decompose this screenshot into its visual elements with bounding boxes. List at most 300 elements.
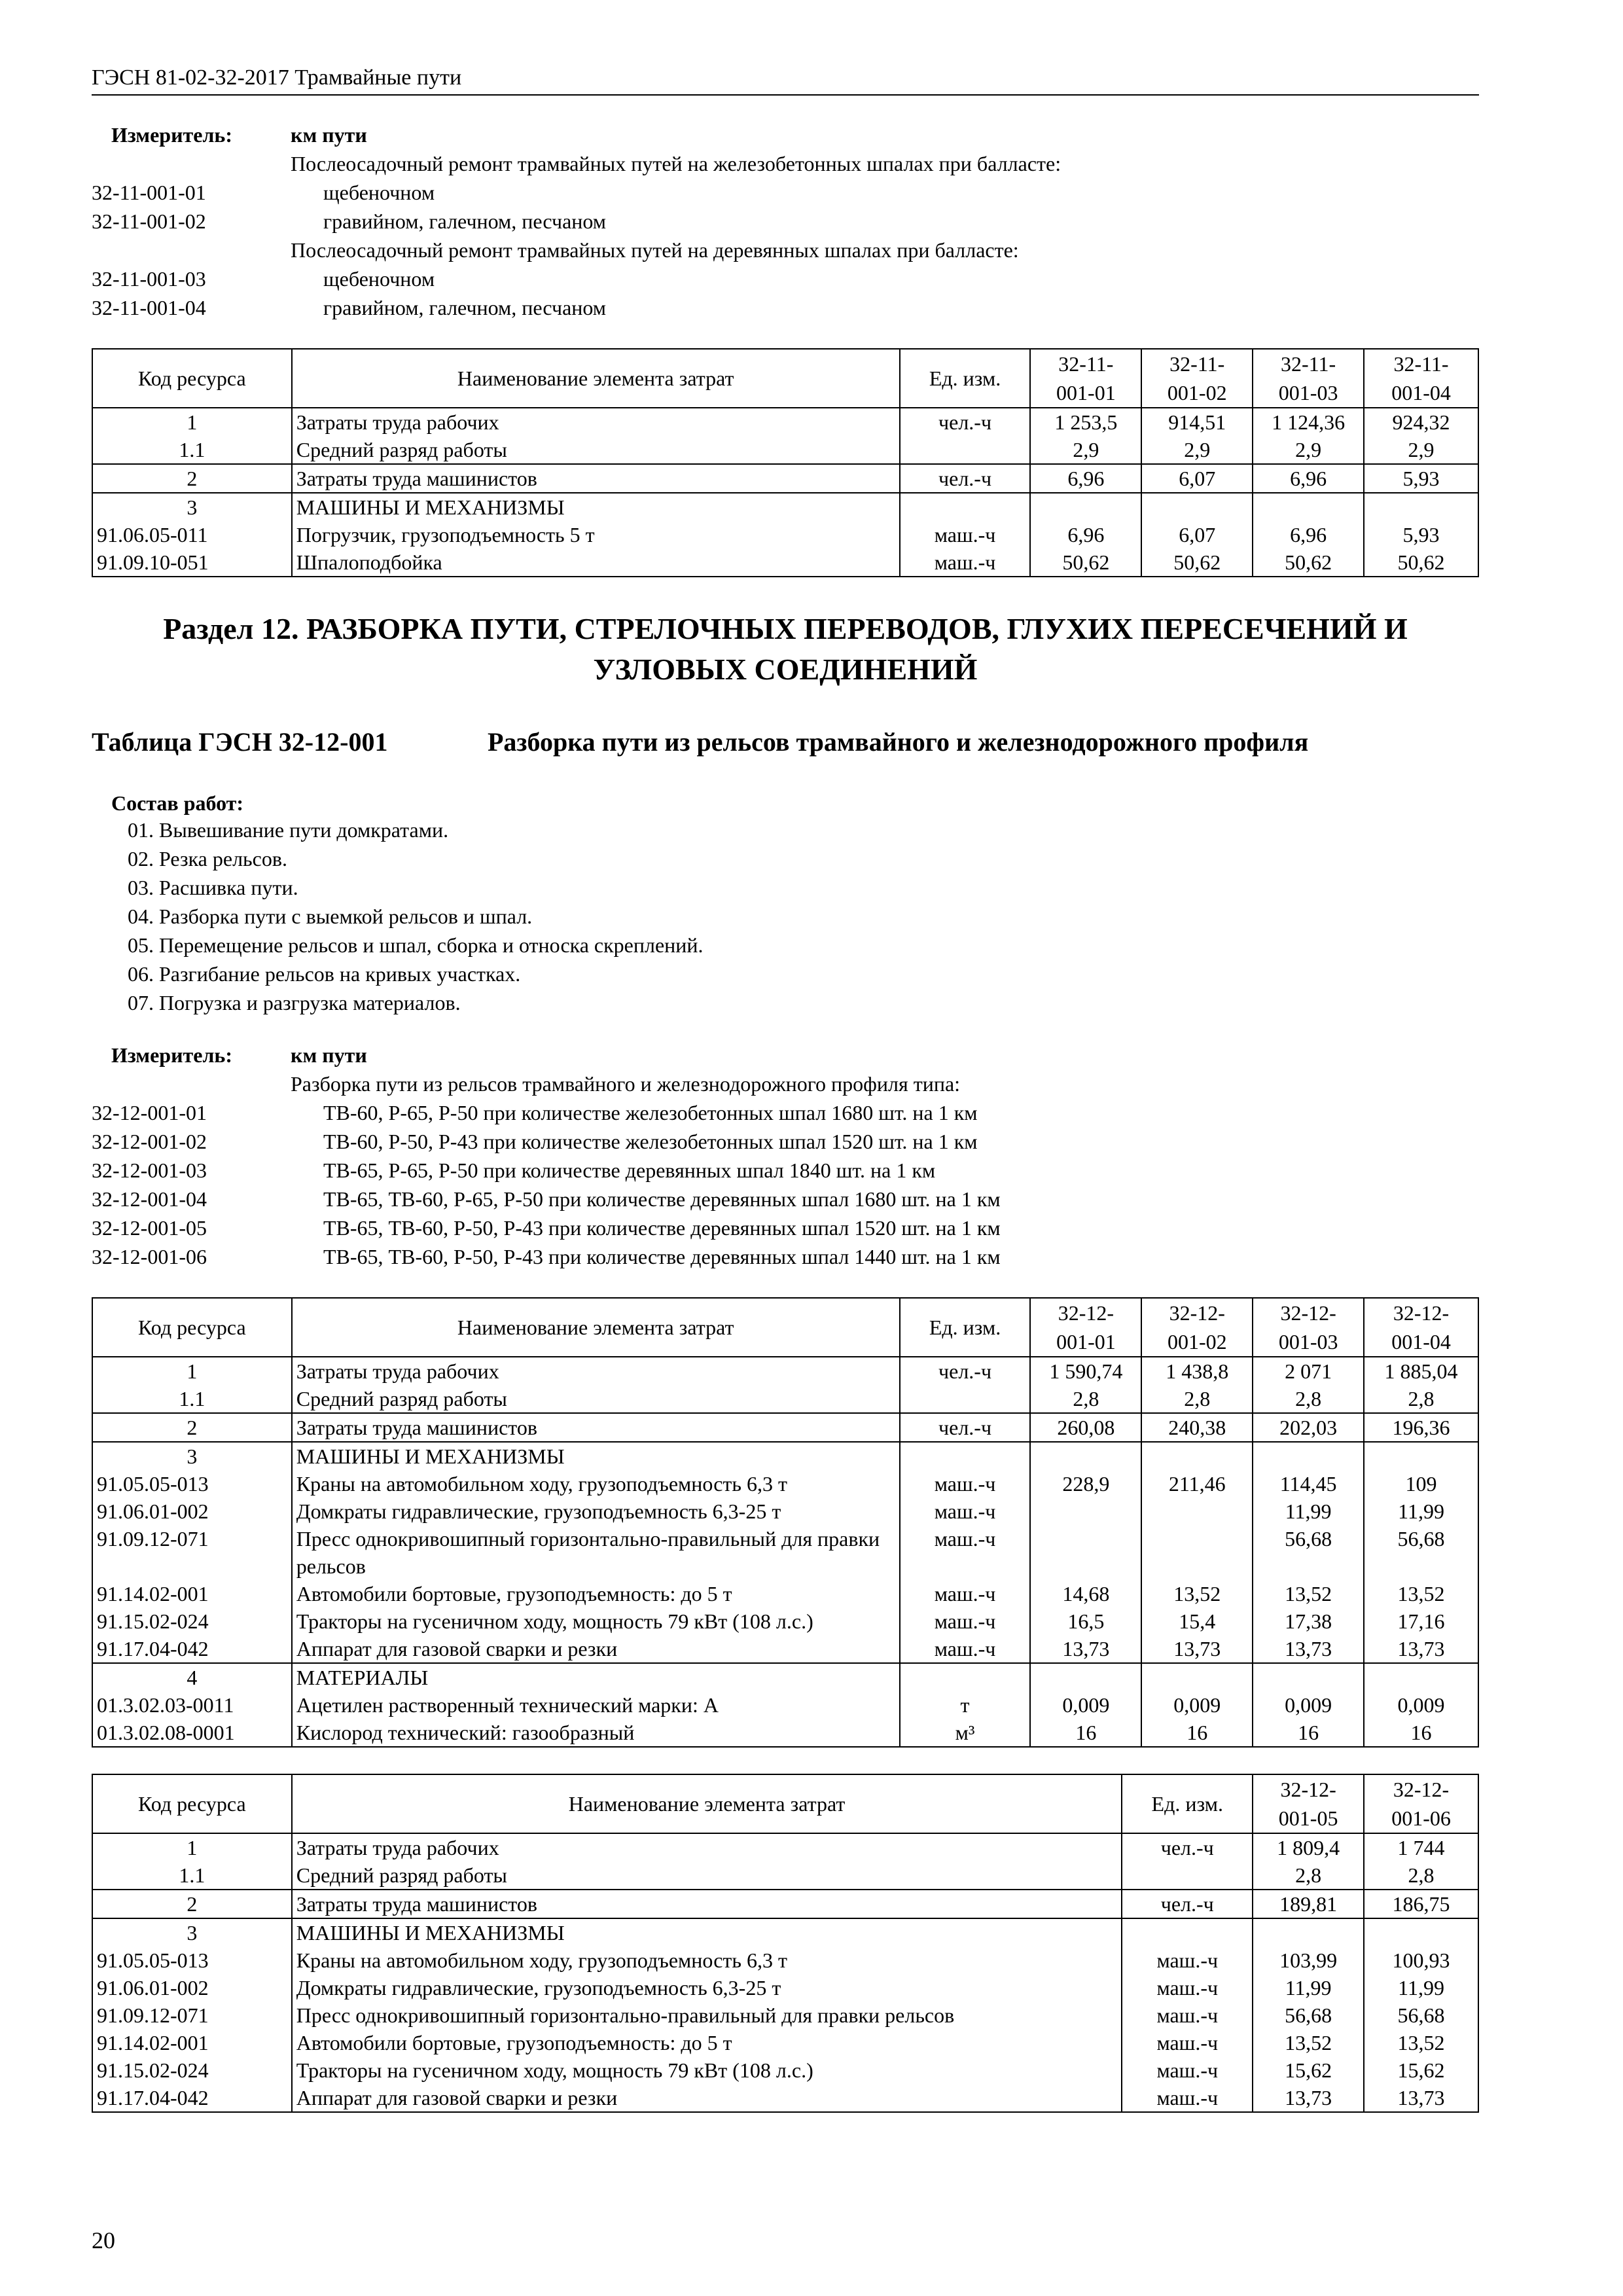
table-cell: 91.06.01-002 (92, 1974, 292, 2001)
meter-code: 32-11-001-02 (92, 209, 206, 233)
table-cell: МАШИНЫ И МЕХАНИЗМЫ (292, 1442, 900, 1470)
table-cell: 16,5 (1030, 1607, 1141, 1635)
table-cell: МАШИНЫ И МЕХАНИЗМЫ (292, 1918, 1122, 1946)
running-header: ГЭСН 81-02-32-2017 Трамвайные пути (92, 65, 1479, 96)
table-cell: 13,73 (1364, 1635, 1478, 1663)
meter-row (92, 1127, 1479, 1156)
table-cell: 15,62 (1253, 2056, 1364, 2084)
meter-row (92, 236, 1479, 264)
table-cell: 189,81 (1253, 1890, 1364, 1918)
meter-code: 32-12-001-02 (92, 1130, 207, 1153)
table-cell: 196,36 (1364, 1413, 1478, 1442)
table-cell: 6,96 (1253, 521, 1364, 548)
table-cell: 1 885,04 (1364, 1357, 1478, 1385)
table-cell: 6,96 (1253, 464, 1364, 493)
meter-code: 32-11-001-04 (92, 296, 206, 319)
meter-text: гравийном, галечном, песчаном (323, 209, 607, 233)
table-cell (1253, 1442, 1364, 1470)
meter-code (92, 1069, 291, 1098)
table-row (92, 2056, 1478, 2084)
table-cell: Затраты труда машинистов (292, 1890, 1122, 1918)
table-cell: Кислород технический: газообразный (292, 1719, 900, 1747)
column-header: Код ресурса (92, 1774, 292, 1833)
table-row (92, 1918, 1478, 1946)
table-cell: 1.1 (92, 436, 292, 464)
table-cell: 13,73 (1364, 2084, 1478, 2112)
meter-row (92, 207, 1479, 236)
work-item: 05. Перемещение рельсов и шпал, сборка и относка скреплений. (128, 933, 704, 957)
meter-label: Измеритель: (111, 123, 232, 147)
table-cell: маш.-ч (900, 1607, 1031, 1635)
table-cell: 1 (92, 1833, 292, 1861)
table-cell: 16 (1364, 1719, 1478, 1747)
table-row (92, 1357, 1478, 1385)
table-cell (1253, 493, 1364, 521)
table-cell: 1 (92, 1357, 292, 1385)
meter-row (92, 264, 1479, 293)
meter-code: 32-12-001-05 (92, 1216, 207, 1240)
table-cell: маш.-ч (900, 1470, 1031, 1498)
table-row (92, 1385, 1478, 1413)
table-cell: 4 (92, 1663, 292, 1691)
row-group (92, 1663, 1478, 1747)
table-cell: маш.-ч (900, 1580, 1031, 1607)
table-cell: 16 (1253, 1719, 1364, 1747)
table-cell: Пресс однокривошипный горизонтально-правильный для правки рельсов (292, 1525, 900, 1580)
meter-text: щебеночном (323, 181, 435, 204)
table-cell: 91.09.10-051 (92, 548, 292, 577)
table-row (92, 464, 1478, 493)
table-cell: 13,73 (1253, 2084, 1364, 2112)
table-cell: 11,99 (1253, 1498, 1364, 1525)
meter-code: 32-12-001-06 (92, 1245, 207, 1268)
column-header: 32-11- 001-04 (1364, 349, 1478, 408)
meter-row (92, 293, 1479, 322)
table-cell: Погрузчик, грузоподъемность 5 т (292, 521, 900, 548)
column-header: 32-12- 001-01 (1030, 1298, 1141, 1357)
table-cell (1364, 1663, 1478, 1691)
table-row (92, 1833, 1478, 1861)
table-cell: 3 (92, 493, 292, 521)
table-cell (900, 1385, 1031, 1413)
table-row (92, 1580, 1478, 1607)
table-cell: 13,73 (1141, 1635, 1253, 1663)
table-row (92, 548, 1478, 577)
table-cell: 2,8 (1141, 1385, 1253, 1413)
table-cell (1364, 1918, 1478, 1946)
table-cell: 114,45 (1253, 1470, 1364, 1498)
meter-row (92, 1156, 1479, 1185)
row-group (92, 1918, 1478, 2112)
meter-row (92, 1213, 1479, 1242)
table-cell: чел.-ч (900, 464, 1031, 493)
page-number: 20 (92, 2227, 115, 2253)
resource-table-2 (92, 1297, 1479, 1748)
table-cell: Затраты труда рабочих (292, 1357, 900, 1385)
table-cell: 1.1 (92, 1861, 292, 1890)
header-row (92, 1774, 1478, 1833)
meter-row (92, 1185, 1479, 1213)
table-cell: 16 (1030, 1719, 1141, 1747)
table-cell: 11,99 (1364, 1498, 1478, 1525)
column-header: Ед. изм. (900, 1298, 1031, 1357)
table-row (92, 1974, 1478, 2001)
table-cell: 228,9 (1030, 1470, 1141, 1498)
table-cell: 91.06.01-002 (92, 1498, 292, 1525)
table-cell: 6,96 (1030, 464, 1141, 493)
table-cell: 5,93 (1364, 521, 1478, 548)
table-cell: 91.17.04-042 (92, 2084, 292, 2112)
meter-row (92, 1242, 1479, 1271)
meter-row (92, 1069, 1479, 1098)
table-cell: Автомобили бортовые, грузоподъемность: до 5 т (292, 1580, 900, 1607)
table-cell: 56,68 (1364, 1525, 1478, 1580)
table-row (92, 2001, 1478, 2029)
row-group (92, 1890, 1478, 1918)
table-cell: 6,07 (1141, 521, 1253, 548)
table-cell: 202,03 (1253, 1413, 1364, 1442)
table-cell: 13,52 (1364, 1580, 1478, 1607)
meter-text: ТВ-65, ТВ-60, Р-50, Р-43 при количестве деревянных шпал 1440 шт. на 1 км (323, 1245, 1001, 1268)
table-cell: Краны на автомобильном ходу, грузоподъемность 6,3 т (292, 1470, 900, 1498)
table-row (92, 1635, 1478, 1663)
row-group (92, 1413, 1478, 1442)
header-row (92, 1298, 1478, 1357)
table-cell: чел.-ч (900, 1413, 1031, 1442)
table-cell: 01.3.02.08-0001 (92, 1719, 292, 1747)
table-cell: 2 (92, 1413, 292, 1442)
table-cell: 0,009 (1253, 1691, 1364, 1719)
resource-table-1 (92, 348, 1479, 577)
table-cell: 91.14.02-001 (92, 2029, 292, 2056)
meter-text: Послеосадочный ремонт трамвайных путей на железобетонных шпалах при балласте: (291, 152, 1061, 175)
table-row (92, 1861, 1478, 1890)
meter-header-row (92, 120, 1479, 149)
table-cell: 2,9 (1030, 436, 1141, 464)
table-cell: Домкраты гидравлические, грузоподъемность 6,3-25 т (292, 1498, 900, 1525)
table-cell: 0,009 (1030, 1691, 1141, 1719)
table-cell (1141, 1442, 1253, 1470)
column-header: 32-12- 001-06 (1364, 1774, 1478, 1833)
table-cell: 91.06.05-011 (92, 521, 292, 548)
work-composition-list (92, 816, 1479, 1017)
table-cell: 186,75 (1364, 1890, 1478, 1918)
table-cell: 1 744 (1364, 1833, 1478, 1861)
meter-text: ТВ-65, Р-65, Р-50 при количестве деревянных шпал 1840 шт. на 1 км (323, 1158, 936, 1182)
table-row (92, 1413, 1478, 1442)
table-cell (1141, 1498, 1253, 1525)
row-group (92, 1442, 1478, 1663)
table-cell: 50,62 (1253, 548, 1364, 577)
table-cell: 15,62 (1364, 2056, 1478, 2084)
table-cell: 16 (1141, 1719, 1253, 1747)
table-cell: Шпалоподбойка (292, 548, 900, 577)
row-group (92, 1833, 1478, 1890)
table-cell: 13,52 (1364, 2029, 1478, 2056)
table-cell: Средний разряд работы (292, 1385, 900, 1413)
column-header: 32-11- 001-02 (1141, 349, 1253, 408)
meter-code: 32-12-001-03 (92, 1158, 207, 1182)
table-cell: 15,4 (1141, 1607, 1253, 1635)
table-row (92, 1946, 1478, 1974)
table-cell: 6,07 (1141, 464, 1253, 493)
meter-code: 32-11-001-01 (92, 181, 206, 204)
table-cell: Аппарат для газовой сварки и резки (292, 2084, 1122, 2112)
table-cell: 240,38 (1141, 1413, 1253, 1442)
column-header: Ед. изм. (1122, 1774, 1253, 1833)
meter-text: гравийном, галечном, песчаном (323, 296, 607, 319)
meter-unit: км пути (291, 1043, 367, 1067)
column-header: 32-12- 001-05 (1253, 1774, 1364, 1833)
meter-code (92, 149, 291, 178)
table-cell: 2,8 (1030, 1385, 1141, 1413)
table-cell: 13,52 (1141, 1580, 1253, 1607)
table-row (92, 1663, 1478, 1691)
table-cell: 1 590,74 (1030, 1357, 1141, 1385)
table-cell: 56,68 (1253, 1525, 1364, 1580)
table-cell: Домкраты гидравлические, грузоподъемность 6,3-25 т (292, 1974, 1122, 2001)
column-header: 32-11- 001-03 (1253, 349, 1364, 408)
table-row (92, 1719, 1478, 1747)
table-cell (900, 1442, 1031, 1470)
table-cell: 14,68 (1030, 1580, 1141, 1607)
table-cell: Краны на автомобильном ходу, грузоподъемность 6,3 т (292, 1946, 1122, 1974)
table-cell (1253, 1918, 1364, 1946)
table-cell: 50,62 (1364, 548, 1478, 577)
table-cell: 17,16 (1364, 1607, 1478, 1635)
table-cell: маш.-ч (1122, 1974, 1253, 2001)
table-cell (1030, 493, 1141, 521)
table-row (92, 521, 1478, 548)
table-row (92, 2029, 1478, 2056)
table-cell: МАТЕРИАЛЫ (292, 1663, 900, 1691)
table-cell: Ацетилен растворенный технический марки: А (292, 1691, 900, 1719)
column-header: 32-11- 001-01 (1030, 349, 1141, 408)
table-row (92, 1607, 1478, 1635)
work-item: 07. Погрузка и разгрузка материалов. (128, 991, 461, 1014)
table-cell (1122, 1861, 1253, 1890)
table-row (92, 1691, 1478, 1719)
table-cell: 2,8 (1364, 1861, 1478, 1890)
table-cell: 13,73 (1030, 1635, 1141, 1663)
table-cell: чел.-ч (900, 408, 1031, 436)
table-cell: МАШИНЫ И МЕХАНИЗМЫ (292, 493, 900, 521)
column-header: Ед. изм. (900, 349, 1031, 408)
table-cell: Пресс однокривошипный горизонтально-правильный для правки рельсов (292, 2001, 1122, 2029)
table-row (92, 1525, 1478, 1580)
table-cell: 100,93 (1364, 1946, 1478, 1974)
table-cell: Затраты труда рабочих (292, 408, 900, 436)
table-cell: 211,46 (1141, 1470, 1253, 1498)
table-cell: Тракторы на гусеничном ходу, мощность 79 кВт (108 л.с.) (292, 2056, 1122, 2084)
table-cell: Автомобили бортовые, грузоподъемность: до 5 т (292, 2029, 1122, 2056)
column-header: Код ресурса (92, 349, 292, 408)
table-cell: маш.-ч (1122, 2056, 1253, 2084)
meter-text: ТВ-60, Р-65, Р-50 при количестве железобетонных шпал 1680 шт. на 1 км (323, 1101, 978, 1124)
table-row (92, 1470, 1478, 1498)
table-cell: чел.-ч (1122, 1833, 1253, 1861)
meter-row (92, 149, 1479, 178)
work-composition-label: Состав работ: (111, 791, 244, 815)
table-cell: чел.-ч (1122, 1890, 1253, 1918)
meter-code (92, 236, 291, 264)
table-cell: Затраты труда машинистов (292, 464, 900, 493)
table-cell: 91.09.12-071 (92, 2001, 292, 2029)
table-cell: 50,62 (1141, 548, 1253, 577)
table-cell (900, 493, 1031, 521)
table-cell: 260,08 (1030, 1413, 1141, 1442)
table-cell: 91.15.02-024 (92, 2056, 292, 2084)
table-cell: 3 (92, 1442, 292, 1470)
work-item: 02. Резка рельсов. (128, 847, 287, 870)
column-header: Наименование элемента затрат (292, 1774, 1122, 1833)
table-cell: 2,8 (1253, 1385, 1364, 1413)
section-title: Раздел 12. РАЗБОРКА ПУТИ, СТРЕЛОЧНЫХ ПЕРЕВОДОВ, ГЛУХИХ ПЕРЕСЕЧЕНИЙ И УЗЛОВЫХ СОЕДИНЕНИЙ (163, 612, 1408, 686)
table-cell: маш.-ч (1122, 2084, 1253, 2112)
table-row (92, 1442, 1478, 1470)
table-cell: маш.-ч (1122, 2001, 1253, 2029)
meter-unit: км пути (291, 123, 367, 147)
meter-code: 32-12-001-01 (92, 1101, 207, 1124)
meter-label: Измеритель: (111, 1043, 232, 1067)
table-cell: 2 (92, 1890, 292, 1918)
table-cell: 924,32 (1364, 408, 1478, 436)
table-cell: 914,51 (1141, 408, 1253, 436)
meter-header-row (92, 1041, 1479, 1069)
table-cell: 91.14.02-001 (92, 1580, 292, 1607)
meter-code: 32-11-001-03 (92, 267, 206, 291)
resource-table-3 (92, 1774, 1479, 2113)
table-cell (1253, 1663, 1364, 1691)
table-cell: 91.05.05-013 (92, 1946, 292, 1974)
table-row (92, 1890, 1478, 1918)
meter-text: ТВ-65, ТВ-60, Р-65, Р-50 при количестве деревянных шпал 1680 шт. на 1 км (323, 1187, 1001, 1211)
table-cell (1030, 1442, 1141, 1470)
table-cell: маш.-ч (900, 521, 1031, 548)
table-cell: Затраты труда машинистов (292, 1413, 900, 1442)
table-cell: 91.05.05-013 (92, 1470, 292, 1498)
table-cell: Тракторы на гусеничном ходу, мощность 79 кВт (108 л.с.) (292, 1607, 900, 1635)
table-cell: 6,96 (1030, 521, 1141, 548)
meter-text: ТВ-60, Р-50, Р-43 при количестве железобетонных шпал 1520 шт. на 1 км (323, 1130, 978, 1153)
table-cell: маш.-ч (900, 548, 1031, 577)
table-cell: 103,99 (1253, 1946, 1364, 1974)
table-cell: т (900, 1691, 1031, 1719)
row-group (92, 408, 1478, 464)
column-header: Код ресурса (92, 1298, 292, 1357)
table-cell (1030, 1525, 1141, 1580)
table-cell (1030, 1663, 1141, 1691)
work-item: 01. Вывешивание пути домкратами. (128, 818, 449, 842)
row-group (92, 464, 1478, 493)
table-cell: 91.09.12-071 (92, 1525, 292, 1580)
table-cell (900, 1663, 1031, 1691)
table-cell (1141, 1663, 1253, 1691)
column-header: 32-12- 001-03 (1253, 1298, 1364, 1357)
table-cell: 1 809,4 (1253, 1833, 1364, 1861)
table-cell: 0,009 (1364, 1691, 1478, 1719)
work-item: 04. Разборка пути с выемкой рельсов и шпал. (128, 905, 533, 928)
table-cell: маш.-ч (900, 1635, 1031, 1663)
meter-block-1 (92, 120, 1479, 322)
table-cell: Средний разряд работы (292, 436, 900, 464)
table-cell: 01.3.02.03-0011 (92, 1691, 292, 1719)
table-cell: маш.-ч (900, 1525, 1031, 1580)
table-cell: 2 071 (1253, 1357, 1364, 1385)
meter-row (92, 1098, 1479, 1127)
table-cell: 2 (92, 464, 292, 493)
table-cell: 2,9 (1364, 436, 1478, 464)
table-cell (1141, 493, 1253, 521)
header-row (92, 349, 1478, 408)
table-cell: 91.15.02-024 (92, 1607, 292, 1635)
table-cell: 2,9 (1253, 436, 1364, 464)
table-cell: 1 438,8 (1141, 1357, 1253, 1385)
row-group (92, 493, 1478, 577)
meter-code: 32-12-001-04 (92, 1187, 207, 1211)
table-cell (1030, 1498, 1141, 1525)
table-cell: чел.-ч (900, 1357, 1031, 1385)
table-cell (1141, 1525, 1253, 1580)
table-cell: 91.17.04-042 (92, 1635, 292, 1663)
table-cell: 3 (92, 1918, 292, 1946)
table-cell (1364, 1442, 1478, 1470)
row-group (92, 1357, 1478, 1413)
table-cell: маш.-ч (1122, 1946, 1253, 1974)
table-cell: 5,93 (1364, 464, 1478, 493)
table-cell: маш.-ч (900, 1498, 1031, 1525)
table-cell: 1 124,36 (1253, 408, 1364, 436)
column-header: Наименование элемента затрат (292, 349, 900, 408)
table-cell: 13,73 (1253, 1635, 1364, 1663)
table-cell: 56,68 (1364, 2001, 1478, 2029)
table-cell: Средний разряд работы (292, 1861, 1122, 1890)
table-row (92, 2084, 1478, 2112)
table-cell (1122, 1918, 1253, 1946)
meter-text: Послеосадочный ремонт трамвайных путей на деревянных шпалах при балласте: (291, 238, 1019, 262)
table-cell: 0,009 (1141, 1691, 1253, 1719)
table-cell: 2,8 (1364, 1385, 1478, 1413)
page (92, 65, 1479, 2113)
table-title (92, 726, 1479, 757)
meter-text: ТВ-65, ТВ-60, Р-50, Р-43 при количестве деревянных шпал 1520 шт. на 1 км (323, 1216, 1001, 1240)
table-cell (900, 436, 1031, 464)
table-cell: 1 253,5 (1030, 408, 1141, 436)
table-cell: 11,99 (1253, 1974, 1364, 2001)
table-cell: 2,9 (1141, 436, 1253, 464)
table-cell: 2,8 (1253, 1861, 1364, 1890)
meter-block-2 (92, 1041, 1479, 1271)
meter-text: Разборка пути из рельсов трамвайного и железнодорожного профиля типа: (291, 1072, 961, 1096)
column-header: 32-12- 001-02 (1141, 1298, 1253, 1357)
meter-row (92, 178, 1479, 207)
table-cell: 13,52 (1253, 2029, 1364, 2056)
table-cell (1364, 493, 1478, 521)
table-row (92, 436, 1478, 464)
column-header: 32-12- 001-04 (1364, 1298, 1478, 1357)
table-cell: 1.1 (92, 1385, 292, 1413)
table-cell: м³ (900, 1719, 1031, 1747)
table-cell: 13,52 (1253, 1580, 1364, 1607)
table-name: Разборка пути из рельсов трамвайного и железнодорожного профиля (488, 727, 1309, 757)
table-cell: 11,99 (1364, 1974, 1478, 2001)
table-cell: маш.-ч (1122, 2029, 1253, 2056)
table-row (92, 408, 1478, 436)
work-item: 03. Расшивка пути. (128, 876, 298, 899)
table-row (92, 493, 1478, 521)
table-cell: 56,68 (1253, 2001, 1364, 2029)
table-cell: Затраты труда рабочих (292, 1833, 1122, 1861)
